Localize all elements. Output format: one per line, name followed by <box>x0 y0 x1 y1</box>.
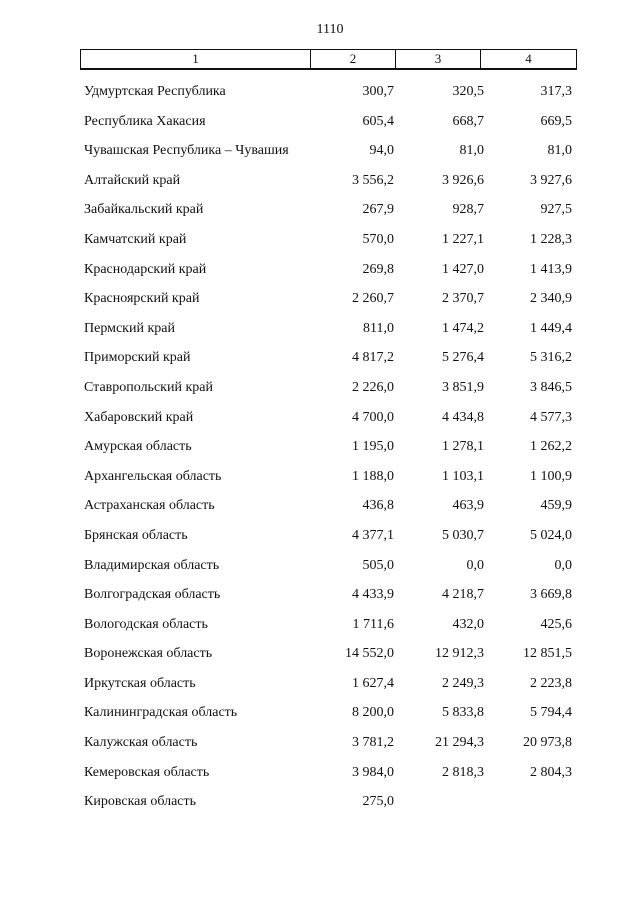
table-row <box>0 731 640 761</box>
value-col-4: 1 228,3 <box>530 231 572 247</box>
value-col-2: 570,0 <box>362 231 394 247</box>
value-col-4: 3 846,5 <box>530 379 572 395</box>
region-name: Приморский край <box>84 350 191 366</box>
region-name: Алтайский край <box>84 172 181 188</box>
region-name: Архангельская область <box>84 468 222 484</box>
value-col-3: 1 278,1 <box>442 439 484 455</box>
value-col-4: 317,3 <box>540 84 572 99</box>
value-col-3: 4 218,7 <box>442 587 484 603</box>
header-col-2: 2 <box>310 50 395 68</box>
region-name: Владимирская область <box>84 557 220 573</box>
value-col-4: 459,9 <box>540 498 572 514</box>
value-col-3: 21 294,3 <box>435 735 484 751</box>
value-col-2: 4 433,9 <box>352 587 394 603</box>
region-name: Ставропольский край <box>84 379 213 395</box>
value-col-3: 668,7 <box>452 113 484 129</box>
value-col-4: 2 804,3 <box>530 764 572 780</box>
header-col-4: 4 <box>480 50 576 68</box>
value-col-4: 20 973,8 <box>523 735 572 751</box>
value-col-3: 3 851,9 <box>442 379 484 395</box>
value-col-4: 2 223,8 <box>530 675 572 691</box>
value-col-4: 5 024,0 <box>530 527 572 543</box>
region-name: Кировская область <box>84 794 197 810</box>
value-col-2: 1 188,0 <box>352 468 394 484</box>
region-name: Удмуртская Республика <box>84 84 226 99</box>
value-col-3: 928,7 <box>452 202 484 218</box>
value-col-2: 4 377,1 <box>352 527 394 543</box>
value-col-2: 1 195,0 <box>352 439 394 455</box>
value-col-2: 436,8 <box>362 498 394 514</box>
value-col-4: 1 413,9 <box>530 261 572 277</box>
region-name: Астраханская область <box>84 498 215 514</box>
value-col-2: 3 556,2 <box>352 172 394 188</box>
table-row <box>0 80 640 110</box>
value-col-3: 3 926,6 <box>442 172 484 188</box>
value-col-2: 4 700,0 <box>352 409 394 425</box>
value-col-2: 94,0 <box>369 143 394 159</box>
value-col-4: 425,6 <box>540 616 572 632</box>
value-col-4: 3 669,8 <box>530 587 572 603</box>
region-name: Брянская область <box>84 527 188 543</box>
value-col-2: 605,4 <box>362 113 394 129</box>
value-col-2: 811,0 <box>363 320 394 336</box>
value-col-4: 81,0 <box>547 143 572 159</box>
region-name: Иркутская область <box>84 675 196 691</box>
value-col-3: 5 030,7 <box>442 527 484 543</box>
table-row <box>0 613 640 643</box>
table-row <box>0 228 640 258</box>
table-row <box>0 554 640 584</box>
table-row <box>0 583 640 613</box>
region-name: Чувашская Республика – Чувашия <box>84 143 289 159</box>
value-col-2: 14 552,0 <box>345 646 394 662</box>
value-col-4: 5 794,4 <box>530 705 572 721</box>
table-row <box>0 672 640 702</box>
value-col-3: 2 370,7 <box>442 291 484 307</box>
table-header <box>80 49 577 70</box>
value-col-2: 505,0 <box>362 557 394 573</box>
table-row <box>0 435 640 465</box>
value-col-4: 3 927,6 <box>530 172 572 188</box>
table-row <box>0 376 640 406</box>
table-row <box>0 642 640 672</box>
table-row <box>0 465 640 495</box>
region-name: Пермский край <box>84 320 175 336</box>
table-row <box>0 406 640 436</box>
table-row <box>0 790 640 820</box>
value-col-3: 5 833,8 <box>442 705 484 721</box>
value-col-2: 1 711,6 <box>352 616 394 632</box>
table-row <box>0 494 640 524</box>
value-col-3: 12 912,3 <box>435 646 484 662</box>
value-col-2: 1 627,4 <box>352 675 394 691</box>
table-row <box>0 258 640 288</box>
value-col-4: 927,5 <box>540 202 572 218</box>
region-name: Забайкальский край <box>84 202 204 218</box>
value-col-3: 320,5 <box>452 84 484 99</box>
value-col-2: 2 226,0 <box>352 379 394 395</box>
region-name: Калининградская область <box>84 705 238 721</box>
value-col-2: 8 200,0 <box>352 705 394 721</box>
region-name: Хабаровский край <box>84 409 194 425</box>
value-col-4: 669,5 <box>540 113 572 129</box>
header-col-1: 1 <box>192 51 199 66</box>
value-col-2: 3 984,0 <box>352 764 394 780</box>
value-col-4: 0,0 <box>554 557 572 573</box>
table-row <box>0 139 640 169</box>
value-col-4: 5 316,2 <box>530 350 572 366</box>
value-col-4: 2 340,9 <box>530 291 572 307</box>
value-col-4: 12 851,5 <box>523 646 572 662</box>
value-col-2: 275,0 <box>362 794 394 810</box>
table-body <box>0 80 640 820</box>
table-row <box>0 761 640 791</box>
table-row <box>0 287 640 317</box>
value-col-2: 2 260,7 <box>352 291 394 307</box>
table-row <box>0 701 640 731</box>
page-number: 1110 <box>316 22 344 37</box>
value-col-3: 4 434,8 <box>442 409 484 425</box>
value-col-3: 1 427,0 <box>442 261 484 277</box>
value-col-2: 300,7 <box>362 84 394 99</box>
region-name: Республика Хакасия <box>84 113 206 129</box>
value-col-2: 3 781,2 <box>352 735 394 751</box>
value-col-3: 432,0 <box>452 616 484 632</box>
value-col-4: 1 449,4 <box>530 320 572 336</box>
value-col-3: 1 474,2 <box>442 320 484 336</box>
table-row <box>0 524 640 554</box>
value-col-3: 81,0 <box>459 143 484 159</box>
region-name: Камчатский край <box>84 231 187 247</box>
region-name: Волгоградская область <box>84 587 221 603</box>
value-col-3: 2 818,3 <box>442 764 484 780</box>
value-col-4: 4 577,3 <box>530 409 572 425</box>
table-row <box>0 198 640 228</box>
value-col-3: 463,9 <box>452 498 484 514</box>
value-col-2: 267,9 <box>362 202 394 218</box>
region-name: Вологодская область <box>84 616 208 632</box>
value-col-4: 1 262,2 <box>530 439 572 455</box>
value-col-3: 1 227,1 <box>442 231 484 247</box>
value-col-3: 5 276,4 <box>442 350 484 366</box>
value-col-2: 269,8 <box>362 261 394 277</box>
region-name: Калужская область <box>84 735 198 751</box>
table-row <box>0 110 640 140</box>
value-col-2: 4 817,2 <box>352 350 394 366</box>
region-name: Краснодарский край <box>84 261 207 277</box>
region-name: Воронежская область <box>84 646 213 662</box>
table-row <box>0 169 640 199</box>
value-col-3: 0,0 <box>466 557 484 573</box>
table-row <box>0 317 640 347</box>
region-name: Кемеровская область <box>84 764 210 780</box>
header-col-3: 3 <box>395 50 480 68</box>
value-col-3: 1 103,1 <box>442 468 484 484</box>
value-col-3: 2 249,3 <box>442 675 484 691</box>
value-col-4: 1 100,9 <box>530 468 572 484</box>
region-name: Амурская область <box>84 439 192 455</box>
table-row <box>0 346 640 376</box>
region-name: Красноярский край <box>84 291 200 307</box>
